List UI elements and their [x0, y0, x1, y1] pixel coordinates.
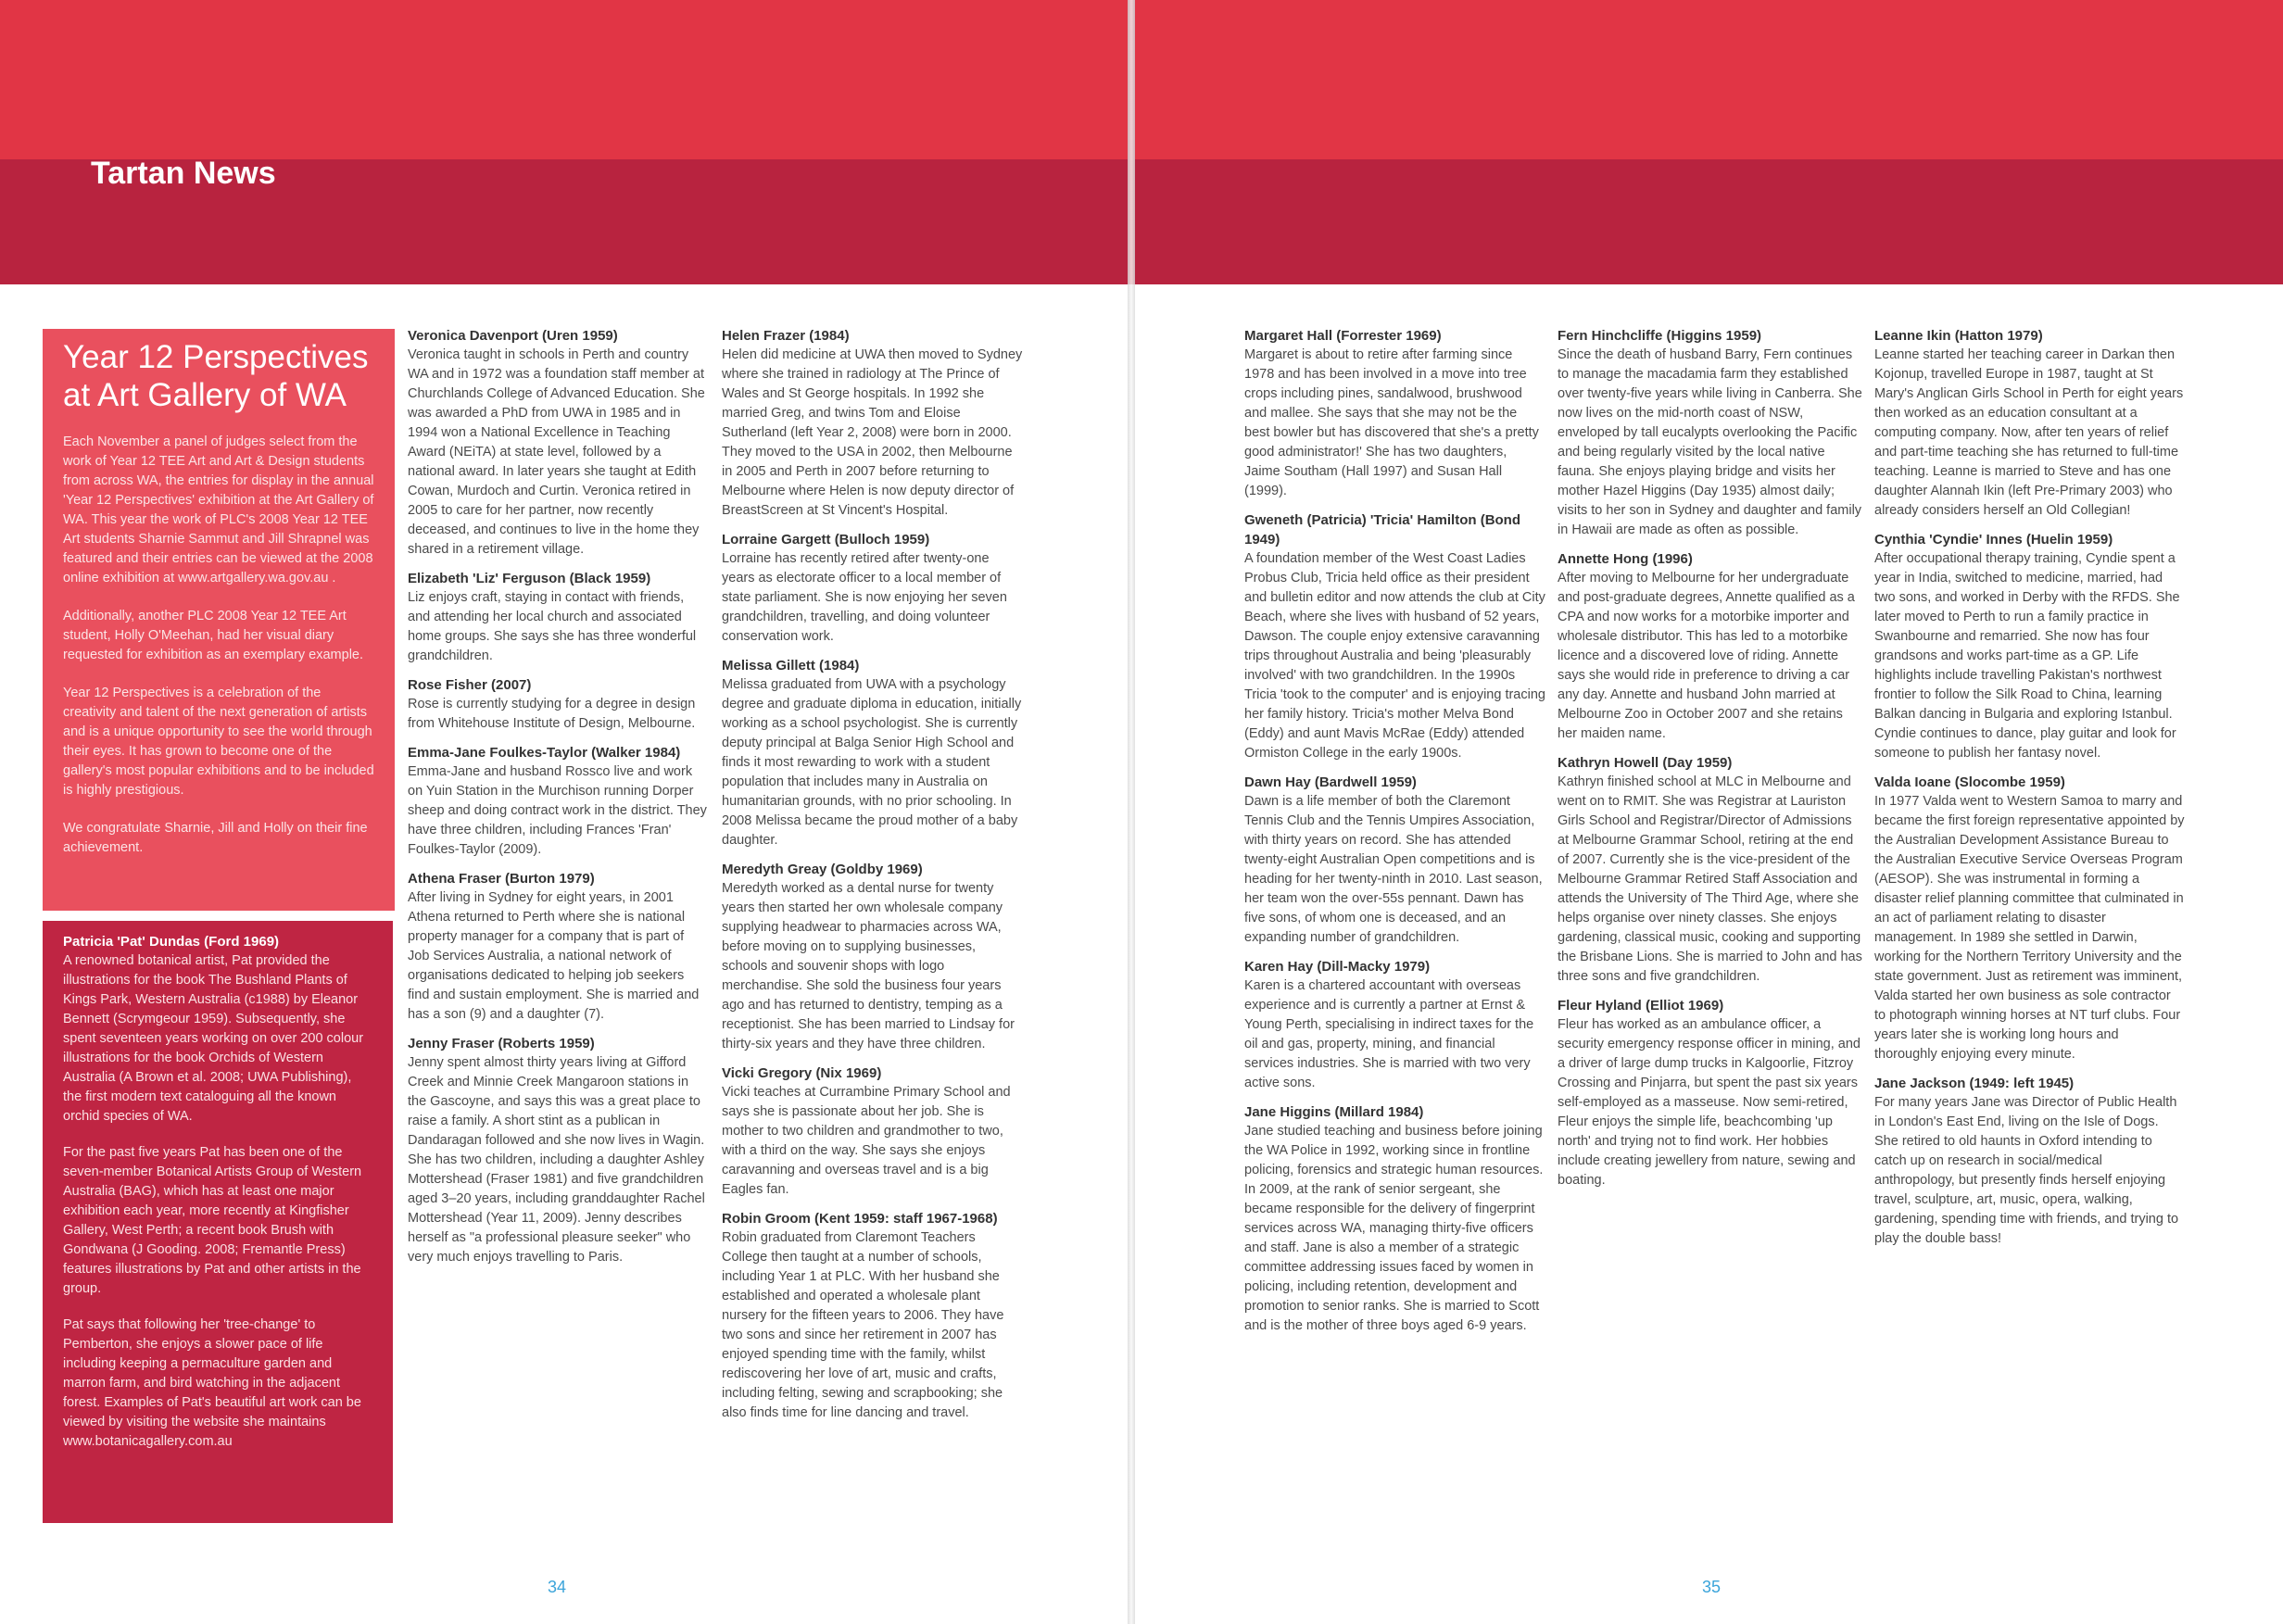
- alumni-name: Lorraine Gargett (Bulloch 1959): [722, 532, 930, 548]
- alumni-name: Emma-Jane Foulkes-Taylor (Walker 1984): [408, 745, 681, 761]
- alumni-name: Valda Ioane (Slocombe 1959): [1874, 774, 2065, 790]
- alumni-bio: Liz enjoys craft, staying in contact with friends, and attending her local church and associated home groups. She says she has three wonderful grandchildren.: [408, 590, 697, 663]
- alumni-name: Melissa Gillett (1984): [722, 658, 860, 674]
- alumni-name: Cynthia 'Cyndie' Innes (Huelin 1959): [1874, 532, 2113, 548]
- alumni-bio: Kathryn finished school at MLC in Melbourne and went on to RMIT. She was Registrar at Lauriston Girls School and Registrar/Director of Admissions at Melbourne Grammar School, retiring at the end of 2007. Currently she is the vice-president of the Melbourne Grammar Retired Staff Association and attends the University of The Third Age, where she helps organise over ninety classes. She enjoys gardening, classical music, cooking and supporting the Brisbane Lions. She is married to John and has three sons and five grandchildren.: [1558, 774, 1862, 984]
- alumni-bio: Melissa graduated from UWA with a psychology degree and graduate diploma in education, initially working as a school psychologist. She is currently deputy principal at Balga Senior High School and finds it most rewarding to work with a student population that includes many in Australia on humanitarian grounds, with no prior schooling. In 2008 Melissa became the proud mother of a baby daughter.: [722, 677, 1022, 848]
- alumni-bio: Veronica taught in schools in Perth and country WA and in 1972 was a foundation staff member at Churchlands College of Advanced Education. She was awarded a PhD from UWA in 1985 and in 1994 won a National Excellence in Teaching Award (NEiTA) at state level, followed by a national award. In later years she taught at Edith Cowan, Murdoch and Curtin. Veronica retired in 2005 to care for her partner, now recently deceased, and continues to live in the home they shared in a retirement village.: [408, 347, 705, 557]
- feature-box: [43, 329, 395, 911]
- alumni-name: Dawn Hay (Bardwell 1959): [1244, 774, 1417, 790]
- alumni-bio: Helen did medicine at UWA then moved to Sydney where she trained in radiology at The Prince of Wales and St George hospitals. In 1992 she married Greg, and twins Tom and Eloise Sutherland (left Year 2, 2008) were born in 2000. They moved to the USA in 2002, then Melbourne in 2005 and Perth in 2007 before returning to Melbourne where Helen is now deputy director of BreastScreen at St Vincent's Hospital.: [722, 347, 1023, 518]
- alumni-entry: [1244, 773, 1545, 948]
- alumni-bio: For many years Jane was Director of Public Health in London's East End, living on the Isle of Dogs. She retired to old haunts in Oxford intending to catch up on research in social/medical anthropology, but presently finds herself enjoying travel, sculpture, art, music, opera, walking, gardening, spending time with friends, and trying to play the double bass!: [1874, 1095, 2179, 1246]
- alumni-name: Meredyth Greay (Goldby 1969): [722, 862, 923, 877]
- alumni-name: Athena Fraser (Burton 1979): [408, 871, 595, 887]
- alumni-bio: Jenny spent almost thirty years living at Gifford Creek and Minnie Creek Mangaroon stations in the Gascoyne, and says this was a great place to raise a family. A short stint as a publican in Dandaragan followed and she now lives in Wagin. She has two children, including a daughter Ashley Mottershead (Fraser 1981) and five grandchildren aged 3–20 years, including granddaughter Rachel Mottershead (Year 11, 2009). Jenny describes herself as "a professional pleasure seeker" who very much enjoys travelling to Paris.: [408, 1055, 705, 1265]
- alumni-name: Jane Higgins (Millard 1984): [1244, 1104, 1424, 1120]
- text-column-5: [1874, 326, 2185, 1258]
- text-column-4: [1558, 326, 1863, 1200]
- alumni-bio: Vicki teaches at Currambine Primary School and says she is passionate about her job. She is mother to two children and grandmother to two, with a third on the way. She says she enjoys caravanning and overseas travel and is a big Eagles fan.: [722, 1085, 1011, 1197]
- alumni-entry: [722, 326, 1023, 521]
- feature-paragraph: Year 12 Perspectives is a celebration of the creativity and talent of the next generation of artists and is a unique opportunity to see the world through their eyes. It has grown to become one of the gallery's most popular exhibitions and to be included is highly prestigious.: [63, 686, 374, 798]
- alumni-entry: [408, 743, 709, 860]
- alumni-entry: [1558, 326, 1863, 540]
- alumni-bio: Meredyth worked as a dental nurse for twenty years then started her own wholesale company supplying headwear to pharmacies across WA, before moving on to supplying businesses, schools and souvenir shops with logo merchandise. She sold the business four years ago and has returned to dentistry, temping as a receptionist. She has been married to Lindsay for thirty-six years and they have three children.: [722, 881, 1015, 1051]
- profile-box: [43, 921, 393, 1523]
- alumni-name: Annette Hong (1996): [1558, 551, 1693, 567]
- alumni-entry: [722, 1209, 1023, 1423]
- feature-paragraph: Additionally, another PLC 2008 Year 12 TEE Art student, Holly O'Meehan, had her visual diary requested for exhibition as an exemplary example.: [63, 609, 364, 662]
- alumni-bio: After occupational therapy training, Cyndie spent a year in India, switched to medicine, married, had two sons, and worked in Derby with the RFDS. She later moved to Perth to run a family practice in Swanbourne and remarried. She now has four grandsons and works part-time as a GP. Life highlights include travelling Pakistan's northwest frontier to follow the Silk Road to China, learning Balkan dancing in Bulgaria and exploring Istanbul. Cyndie continues to dance, play guitar and look for someone to publish her fantasy novel.: [1874, 551, 2180, 761]
- alumni-entry: [1244, 957, 1545, 1093]
- alumni-entry: [722, 1064, 1023, 1200]
- alumni-bio: Lorraine has recently retired after twenty-one years as electorate officer to a local member of state parliament. She is now enjoying her seven grandchildren, travelling, and doing volunteer conservation work.: [722, 551, 1007, 644]
- profile-paragraph: A renowned botanical artist, Pat provided the illustrations for the book The Bushland Plants of Kings Park, Western Australia (c1988) by Eleanor Bennett (Scrymgeour 1959). Subsequently, she spent seventeen years working on over 200 colour illustrations for the book Orchids of Western Australia (A Brown et al. 2008; UWA Publishing), the first modern text cataloguing all the known orchid species of WA.: [63, 953, 364, 1124]
- alumni-bio: In 1977 Valda went to Western Samoa to marry and became the first foreign representative appointed by the Australian Development Assistance Bureau to the Australian Executive Service Overseas Program (AESOP). She was instrumental in forming a disaster relief planning committee that culminated in an act of parliament relating to disaster management. In 1989 she settled in Darwin, working for the Northern Territory University and the state government. Just as retirement was imminent, Valda started her own business as sole contractor to photograph winning horses at NT turf clubs. Four years later she is working long hours and thoroughly enjoying every minute.: [1874, 794, 2185, 1062]
- alumni-name: Margaret Hall (Forrester 1969): [1244, 328, 1442, 344]
- profile-paragraph: Pat says that following her 'tree-change' to Pemberton, she enjoys a slower pace of life including keeping a permaculture garden and marron farm, and bird watching in the adjacent forest. Examples of Pat's beautiful art work can be viewed by visiting the website she maintains www.botanicagallery.com.au: [63, 1317, 361, 1449]
- alumni-name: Vicki Gregory (Nix 1969): [722, 1065, 882, 1081]
- alumni-bio: Dawn is a life member of both the Claremont Tennis Club and the Tennis Umpires Association, with thirty years on record. She has attended twenty-eight Australian Open competitions and is heading for her twenty-ninth in 2010. Last season, her team won the over-55s pennant. Dawn has five sons, of whom one is deceased, and an expanding number of grandchildren.: [1244, 794, 1543, 945]
- section-title: Tartan News: [91, 156, 276, 191]
- alumni-entry: [722, 530, 1023, 647]
- text-column-3: [1244, 326, 1545, 1345]
- profile-name: Patricia 'Pat' Dundas (Ford 1969): [63, 934, 280, 950]
- feature-paragraph: We congratulate Sharnie, Jill and Holly on their fine achievement.: [63, 821, 368, 855]
- text-column-1: [408, 326, 709, 1277]
- alumni-bio: Karen is a chartered accountant with overseas experience and is currently a partner at Ernst & Young Perth, specialising in indirect taxes for the oil and gas, property, mining, and financial services industries. She is married with two very active sons.: [1244, 978, 1534, 1090]
- alumni-name: Gweneth (Patricia) 'Tricia' Hamilton (Bond 1949): [1244, 512, 1521, 548]
- alumni-name: Fleur Hyland (Elliot 1969): [1558, 998, 1724, 1013]
- alumni-name: Elizabeth 'Liz' Ferguson (Black 1959): [408, 571, 651, 586]
- alumni-bio: Leanne started her teaching career in Darkan then Kojonup, travelled Europe in 1987, taught at St Mary's Anglican Girls School in Perth for eight years then worked as an education consultant at a computing company. Now, after ten years of relief and part-time teaching she has returned to full-time teaching. Leanne is married to Steve and has one daughter Alannah Ikin (left Pre-Primary 2003) who already considers herself an Old Collegian!: [1874, 347, 2184, 518]
- alumni-bio: After moving to Melbourne for her undergraduate and post-graduate degrees, Annette qualified as a CPA and now works for a motorbike importer and wholesale distributor. This has led to a motorbike licence and a discovered love of riding. Annette says she would ride in preference to driving a car any day. Annette and husband John married at Melbourne Zoo in October 2007 and she retains her maiden name.: [1558, 571, 1855, 741]
- alumni-entry: [1874, 773, 2185, 1064]
- text-column-2: [722, 326, 1023, 1432]
- alumni-entry: [408, 675, 709, 734]
- alumni-name: Veronica Davenport (Uren 1959): [408, 328, 618, 344]
- alumni-entry: [408, 1034, 709, 1267]
- alumni-bio: Emma-Jane and husband Rossco live and work on Yuin Station in the Murchison running Dorper sheep and doing contract work in the district. They have three children, including Frances 'Fran' Foulkes-Taylor (2009).: [408, 764, 707, 857]
- alumni-name: Leanne Ikin (Hatton 1979): [1874, 328, 2043, 344]
- alumni-entry: [408, 569, 709, 666]
- alumni-bio: Fleur has worked as an ambulance officer, a security emergency response officer in mining, and a driver of large dump trucks in Kalgoorlie, Fitzroy Crossing and Pinjarra, but spent the past six years self-employed as a masseuse. Now semi-retired, Fleur enjoys the simple life, beachcombing 'up north' and trying not to find work. Her hobbies include creating jewellery from nature, sewing and boating.: [1558, 1017, 1860, 1188]
- alumni-bio: Since the death of husband Barry, Fern continues to manage the macadamia farm they established over twenty-five years while living in Canberra. She now lives on the mid-north coast of NSW, enveloped by tall eucalypts overlooking the Pacific and being regularly visited by the local native fauna. She enjoys playing bridge and visits her mother Hazel Higgins (Day 1935) almost daily; visits to her son in Sydney and daughter and family in Hawaii are made as often as possible.: [1558, 347, 1862, 537]
- alumni-entry: [722, 860, 1023, 1054]
- alumni-entry: [1244, 1102, 1545, 1336]
- header-band-bottom: [0, 159, 2283, 284]
- alumni-bio: A foundation member of the West Coast Ladies Probus Club, Tricia held office as their president and bulletin editor and now attends the club at City Beach, where she lives with husband of 52 years, Dawson. The couple enjoy extensive caravanning trips throughout Australia and being 'pleasurably involved' with two grandchildren. In the 1990s Tricia 'took to the computer' and is enjoying tracing her family history. Tricia's mother Melva Bond (Eddy) and aunt Mavis McRae (Eddy) attended Ormiston College in the early 1900s.: [1244, 551, 1545, 761]
- alumni-name: Rose Fisher (2007): [408, 677, 532, 693]
- feature-paragraph: Each November a panel of judges select from the work of Year 12 TEE Art and Art & Design students from across WA, the entries for display in the annual 'Year 12 Perspectives' exhibition at the Art Gallery of WA. This year the work of PLC's 2008 Year 12 TEE Art students Sharnie Sammut and Jill Shrapnel was featured and their entries can be viewed at the 2008 online exhibition at www.artgallery.wa.gov.au .: [63, 434, 374, 585]
- page-number-right: 35: [1702, 1578, 1722, 1596]
- alumni-entry: [1244, 326, 1545, 501]
- alumni-entry: [1874, 326, 2185, 521]
- alumni-bio: Rose is currently studying for a degree in design from Whitehouse Institute of Design, Melbourne.: [408, 697, 696, 731]
- alumni-name: Jane Jackson (1949: left 1945): [1874, 1076, 2075, 1091]
- page-number-left: 34: [548, 1578, 567, 1596]
- alumni-entry: [1874, 1074, 2185, 1249]
- page-spine: [1128, 0, 1135, 1624]
- alumni-bio: Margaret is about to retire after farming since 1978 and has been involved in a move into tree crops including pines, sandalwood, brushwood and mallee. She says that she may not be the best bowler but has discovered that she's a pretty good administrator!' She has two daughters, Jaime Southam (Hall 1997) and Susan Hall (1999).: [1244, 347, 1539, 498]
- alumni-name: Helen Frazer (1984): [722, 328, 850, 344]
- feature-title: Year 12 Perspectives at Art Gallery of WA: [63, 339, 369, 413]
- alumni-name: Fern Hinchcliffe (Higgins 1959): [1558, 328, 1762, 344]
- alumni-entry: [722, 656, 1023, 850]
- header-band-top: [0, 0, 2283, 159]
- alumni-entry: [1558, 549, 1863, 744]
- alumni-entry: [1558, 996, 1863, 1190]
- alumni-entry: [408, 869, 709, 1025]
- alumni-name: Robin Groom (Kent 1959: staff 1967-1968): [722, 1211, 998, 1227]
- alumni-bio: After living in Sydney for eight years, in 2001 Athena returned to Perth where she is national property manager for a company that is part of Job Services Australia, a national network of organisations dedicated to helping job seekers find and sustain employment. She is married and has a son (9) and a daughter (7).: [408, 890, 700, 1022]
- alumni-name: Karen Hay (Dill-Macky 1979): [1244, 959, 1431, 975]
- alumni-entry: [408, 326, 709, 560]
- alumni-name: Kathryn Howell (Day 1959): [1558, 755, 1733, 771]
- alumni-name: Jenny Fraser (Roberts 1959): [408, 1036, 595, 1051]
- alumni-bio: Jane studied teaching and business before joining the WA Police in 1992, working since in frontline policing, forensics and strategic human resources. In 2009, at the rank of senior sergeant, she became responsible for the delivery of fingerprint services across WA, managing thirty-five officers and staff. Jane is also a member of a strategic committee addressing issues faced by women in policing, including retention, development and promotion to senior ranks. She is married to Scott and is the mother of three boys aged 6-9 years.: [1244, 1124, 1544, 1333]
- alumni-entry: [1558, 753, 1863, 987]
- profile-paragraph: For the past five years Pat has been one of the seven-member Botanical Artists Group of Western Australia (BAG), which has at least one major exhibition each year, more recently at Kingfisher Gallery, West Perth; a recent book Brush with Gondwana (J Gooding. 2008; Fremantle Press) features illustrations by Pat and other artists in the group.: [63, 1145, 362, 1296]
- alumni-entry: [1244, 510, 1545, 763]
- alumni-entry: [1874, 530, 2185, 763]
- alumni-bio: Robin graduated from Claremont Teachers College then taught at a number of schools, including Year 1 at PLC. With her husband she established and operated a wholesale plant nursery for the fifteen years to 2006. They have two sons and since her retirement in 2007 has enjoyed spending time with the family, whilst rediscovering her love of art, music and crafts, including felting, sewing and scrapbooking; she also finds time for line dancing and travel.: [722, 1230, 1004, 1420]
